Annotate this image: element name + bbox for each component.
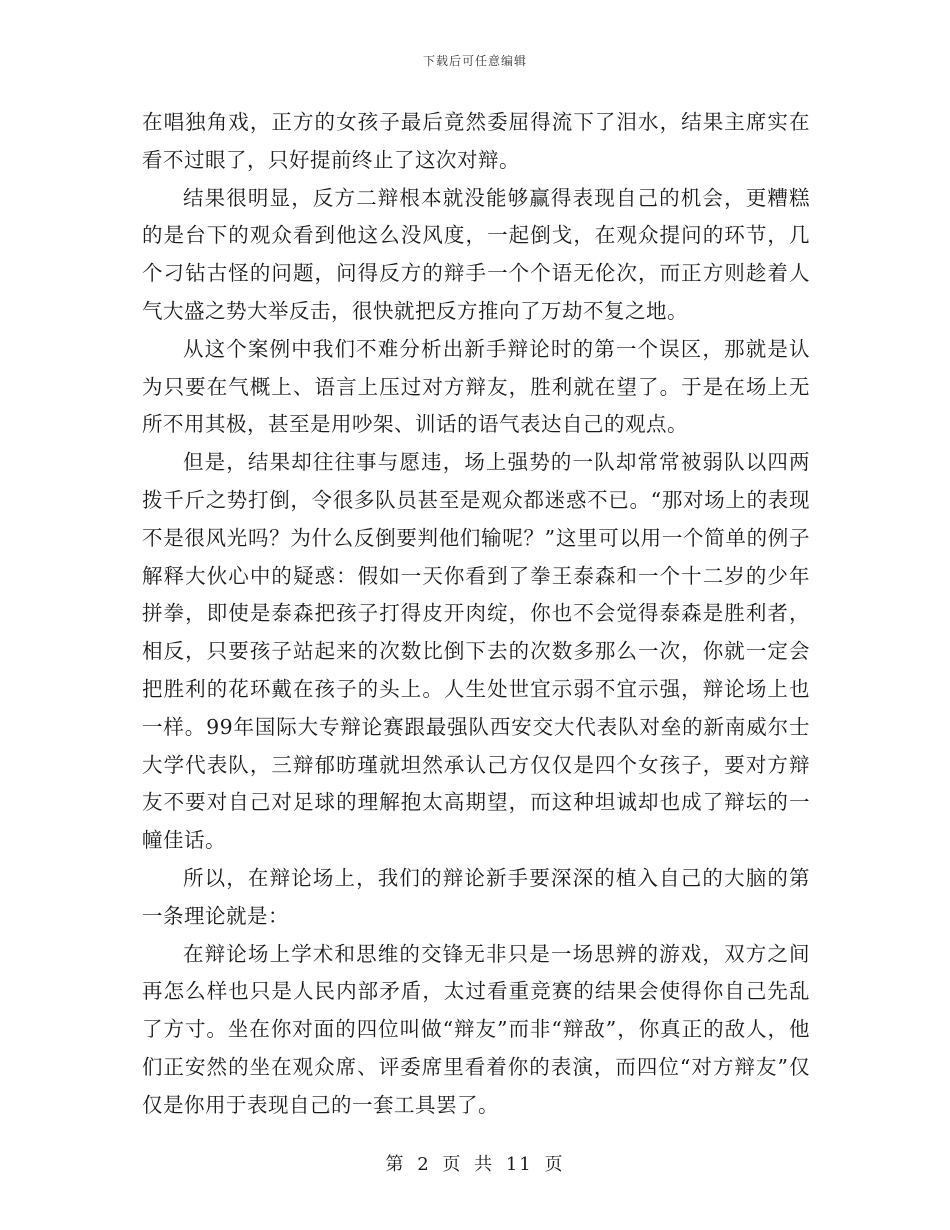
paragraph: 从这个案例中我们不难分析出新手辩论时的第一个误区，那就是认为只要在气概上、语言上压过对方辩友，胜利就在望了。于是在场上无所不用其极，甚至是用吵架、训话的语气表达自己的观点。 [142, 336, 810, 437]
page-footer: 第 2 页 共 11 页 [385, 1154, 565, 1175]
paragraph: 所以，在辩论场上，我们的辩论新手要深深的植入自己的大脑的第一条理论就是： [142, 865, 810, 928]
page-header: 下载后可任意编辑 [422, 54, 527, 68]
paragraph: 结果很明显，反方二辩根本就没能够赢得表现自己的机会，更糟糕的是台下的观众看到他这么没风度，一起倒戈，在观众提问的环节，几个刁钻古怪的问题，问得反方的辩手一个个语无伦次，而正方则趁着人气大盛之势大举反击，很快就把反方推向了万劫不复之地。 [142, 185, 810, 323]
paragraph: 在辩论场上学术和思维的交锋无非只是一场思辨的游戏，双方之间再怎么样也只是人民内部矛盾，太过看重竞赛的结果会使得你自己先乱了方寸。坐在你对面的四位叫做“辩友”而非“辩敌”，你真正的敌人，他们正安然的坐在观众席、评委席里看着你的表演，而四位“对方辩友”仅仅是你用于表现自己的一套工具罢了。 [142, 941, 810, 1117]
document-body [142, 104, 810, 1125]
paragraph: 但是，结果却往往事与愿违，场上强势的一队却常常被弱队以四两拨千斤之势打倒，令很多队员甚至是观众都迷惑不已。“那对场上的表现不是很风光吗？为什么反倒要判他们输呢？”这里可以用一个简单的例子解释大伙心中的疑惑：假如一天你看到了拳王泰森和一个十二岁的少年拼拳，即使是泰森把孩子打得皮开肉绽，你也不会觉得泰森是胜利者，相反，只要孩子站起来的次数比倒下去的次数多那么一次，你就一定会把胜利的花环戴在孩子的头上。人生处世宜示弱不宜示强，辩论场上也一样。99年国际大专辩论赛跟最强队西安交大代表队对垒的新南威尔士大学代表队，三辩郁昉瑾就坦然承认己方仅仅是四个女孩子，要对方辩友不要对自己对足球的理解抱太高期望，而这种坦诚却也成了辩坛的一幢佳话。 [142, 450, 810, 853]
paragraph-continued: 在唱独角戏，正方的女孩子最后竟然委屈得流下了泪水，结果主席实在看不过眼了，只好提前终止了这次对辩。 [142, 110, 810, 172]
